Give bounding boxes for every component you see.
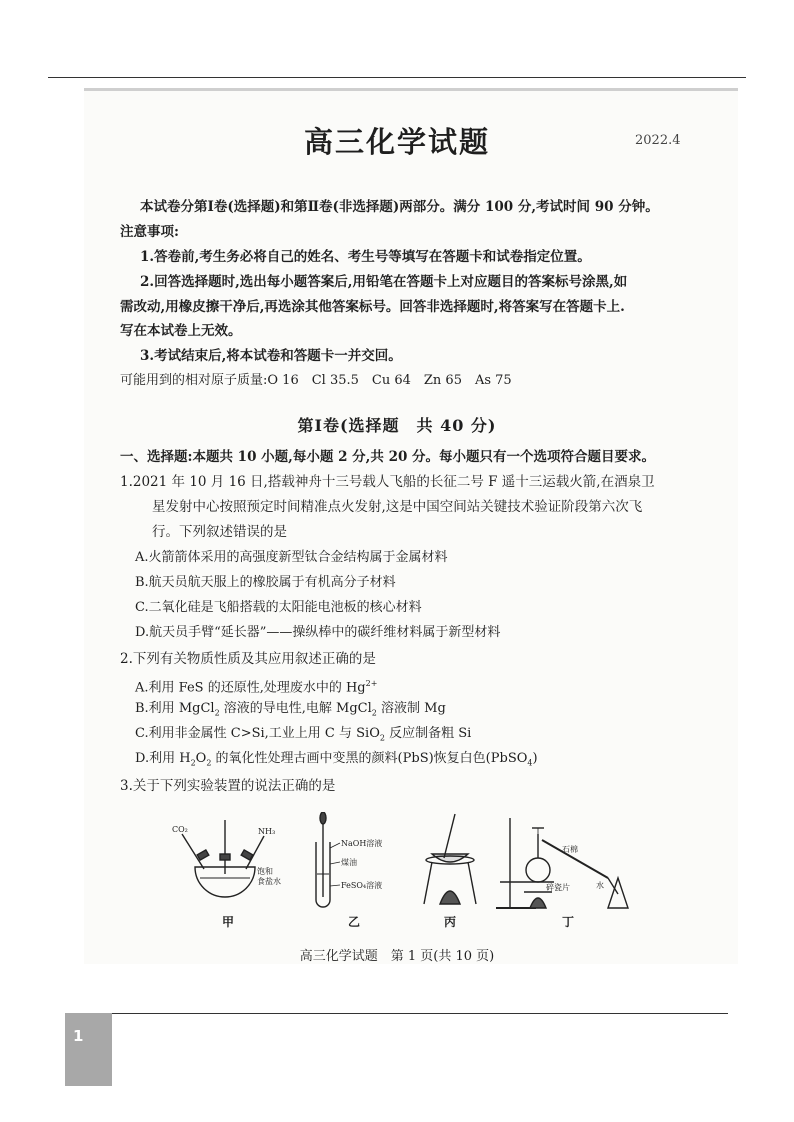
page-title: 高三化学试题: [303, 125, 490, 159]
q2-option-b-sub2: 2: [371, 708, 377, 718]
ding-lamp: [530, 898, 546, 908]
apparatus-ding: [496, 818, 628, 908]
q2-option-c-part2: 反应制备粗 Si: [384, 726, 472, 741]
section-instructions: 一、选择题:本题共 10 小题,每小题 2 分,共 20 分。每小题只有一个选项符合题目要求。: [120, 449, 656, 465]
exam-date: 2022.4: [635, 133, 681, 148]
q2-option-b-part3: 溶液制 Mg: [376, 701, 446, 716]
q3-apparatus-figure: [160, 812, 650, 922]
q1-option-b: B.航天员航天服上的橡胶属于有机高分子材料: [135, 575, 396, 590]
jia-nh3-label: NH₃: [258, 827, 276, 836]
notice-3: 3.考试结束后,将本试卷和答题卡一并交回。: [140, 348, 402, 364]
apparatus-yi: [316, 812, 340, 907]
q2-option-d-part4: ): [532, 751, 538, 766]
jia-left-tube: [182, 834, 204, 869]
q2-option-d-sub2: 2: [206, 758, 212, 768]
q2-option-d-part1: D.利用 H: [135, 751, 191, 766]
q2-option-d-sub1: 2: [190, 758, 196, 768]
notice-1: 1.答卷前,考生务必将自己的姓名、考生号等填写在答题卡和试卷指定位置。: [140, 249, 591, 265]
q2-option-b-sub1: 2: [214, 708, 220, 718]
jia-left-stopper: [197, 850, 209, 860]
q2-option-b-part2: 溶液的导电性,电解 MgCl: [219, 701, 372, 716]
notice-2-end: 写在本试卷上无效。: [120, 323, 242, 339]
q1-stem-3: 行。下列叙述错误的是: [152, 524, 287, 540]
q1-stem-1: 1.2021 年 10 月 16 日,搭载神舟十三号载人飞船的长征二号 F 遥十三运载火箭,在酒泉卫: [120, 474, 655, 490]
yi-dropper-bulb: [320, 812, 326, 824]
page-footer: 高三化学试题 第 1 页(共 10 页): [299, 949, 495, 964]
q2-option-c: [135, 724, 471, 749]
apparatus-jia: [182, 820, 264, 897]
figure-label-yi: 乙: [348, 915, 361, 929]
q2-option-a-text: A.利用 FeS 的还原性,处理废水中的 Hg: [135, 680, 366, 696]
atomic-masses: 可能用到的相对原子质量:O 16 Cl 35.5 Cu 64 Zn 65 As 75: [120, 373, 512, 388]
q2-option-d-part2: O: [195, 751, 207, 766]
figure-label-bing: 丙: [444, 915, 457, 929]
yi-pointer-2: [330, 862, 340, 864]
notice-2-cont: 需改动,用橡皮擦干净后,再选涂其他答案标号。回答非选择题时,将答案写在答题卡上.: [120, 299, 625, 315]
bing-glass-rod: [444, 814, 455, 858]
figure-label-ding: 丁: [562, 915, 575, 929]
jia-brine-label-1: 饱和: [257, 867, 273, 876]
q1-option-c: C.二氧化硅是飞船搭载的太阳能电池板的核心材料: [135, 600, 422, 615]
notice-2: 2.回答选择题时,选出每小题答案后,用铅笔在答题卡上对应题目的答案标号涂黑,如: [140, 274, 628, 290]
ding-water-label: 水: [596, 881, 604, 890]
q2-option-c-part1: C.利用非金属性 C>Si,工业上用 C 与 SiO: [135, 726, 380, 741]
jia-co2-label: CO₂: [172, 825, 188, 834]
q2-stem: 2.下列有关物质性质及其应用叙述正确的是: [120, 651, 376, 667]
jia-brine-label-2: 食盐水: [257, 877, 281, 886]
bing-leg-right: [468, 862, 476, 904]
bing-lamp: [440, 891, 460, 904]
page-number: 1: [73, 1027, 84, 1045]
yi-pointer-3: [330, 885, 340, 886]
q2-option-a: [135, 674, 377, 698]
top-rule: [48, 77, 746, 78]
q2-option-d-part3: 的氧化性处理古画中变黑的颜料(PbS)恢复白色(PbSO: [211, 751, 528, 766]
notice-heading: 注意事项:: [120, 224, 179, 240]
q1-stem-2: 星发射中心按照预定时间精准点火发射,这是中国空间站关键技术验证阶段第六次飞: [152, 499, 643, 515]
bing-leg-left: [424, 862, 432, 904]
bing-dish: [432, 854, 468, 862]
page-number-box: [65, 1013, 112, 1086]
yi-feso4-label: FeSO₄溶液: [341, 881, 383, 890]
q2-option-c-sub: 2: [379, 733, 385, 743]
ding-flask: [526, 858, 550, 882]
bottom-rule: [112, 1013, 728, 1014]
q2-option-d-sub3: 4: [527, 758, 533, 768]
q2-option-d: [135, 749, 538, 774]
jia-middle-stopper: [220, 854, 230, 860]
intro-text: 本试卷分第Ⅰ卷(选择题)和第Ⅱ卷(非选择题)两部分。满分 100 分,考试时间 90 分钟。: [140, 199, 659, 215]
ding-porcelain-label: 碎瓷片: [546, 883, 570, 892]
ding-asbestos-label: 石棉: [562, 845, 578, 854]
q1-option-d: D.航天员手臂“延长器”——操纵棒中的碳纤维材料属于新型材料: [135, 625, 501, 640]
q2-option-b: [135, 699, 446, 724]
figure-label-jia: 甲: [222, 915, 235, 929]
q3-stem: 3.关于下列实验装置的说法正确的是: [120, 778, 336, 794]
yi-naoh-label: NaOH溶液: [341, 839, 383, 848]
yi-kerosene-label: 煤油: [341, 858, 357, 867]
q1-option-a: A.火箭箭体采用的高强度新型钛合金结构属于金属材料: [135, 550, 448, 565]
q2-option-b-part1: B.利用 MgCl: [135, 701, 215, 716]
yi-pointer-1: [330, 843, 340, 848]
q2-option-a-charge: 2+: [365, 679, 378, 688]
section-title: 第Ⅰ卷(选择题 共 40 分): [297, 416, 497, 435]
jia-right-stopper: [241, 850, 253, 860]
apparatus-bing: [424, 814, 476, 904]
